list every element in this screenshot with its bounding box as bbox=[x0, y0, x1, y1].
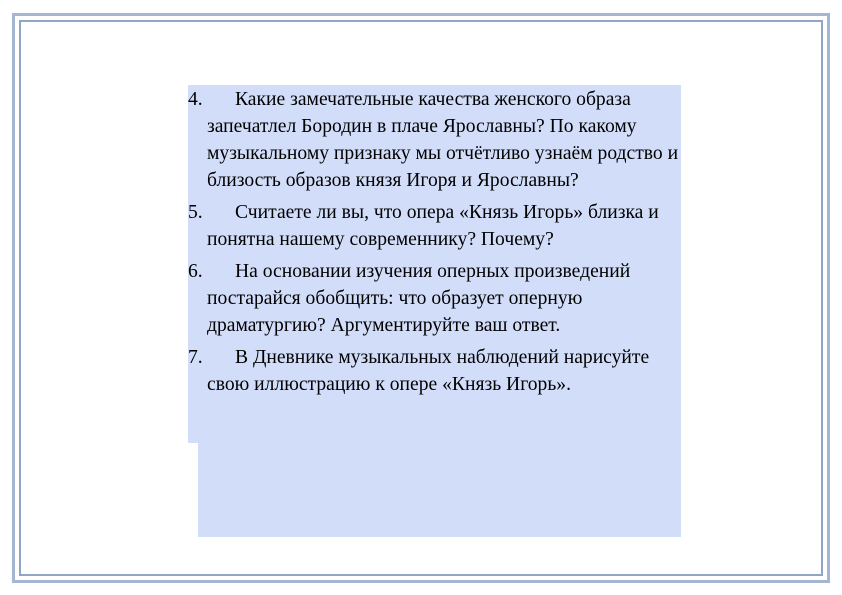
question-item-6 bbox=[188, 258, 684, 339]
question-number: 4. bbox=[188, 89, 203, 110]
question-text: Какие замечательные качества женского образа запечатлел Бородин в плаче Ярославны? По какому музыкальному признаку мы отчётливо узнаём родство и близость образов князя Игоря и Ярославны? bbox=[207, 89, 679, 191]
question-item-4 bbox=[188, 86, 684, 194]
question-text: В Дневнике музыкальных наблюдений нарисуйте свою иллюстрацию к опере «Князь Игорь». bbox=[207, 347, 650, 395]
question-item-5 bbox=[188, 199, 684, 253]
question-item-7 bbox=[188, 344, 684, 398]
question-text: На основании изучения оперных произведений постарайся обобщить: что образует оперную драматургию? Аргументируйте ваш ответ. bbox=[207, 261, 631, 336]
question-number: 7. bbox=[188, 347, 203, 368]
question-number: 6. bbox=[188, 261, 203, 282]
question-number: 5. bbox=[188, 202, 203, 223]
question-list bbox=[188, 86, 684, 403]
question-text: Считаете ли вы, что опера «Князь Игорь» близка и понятна нашему современнику? Почему? bbox=[207, 202, 659, 250]
